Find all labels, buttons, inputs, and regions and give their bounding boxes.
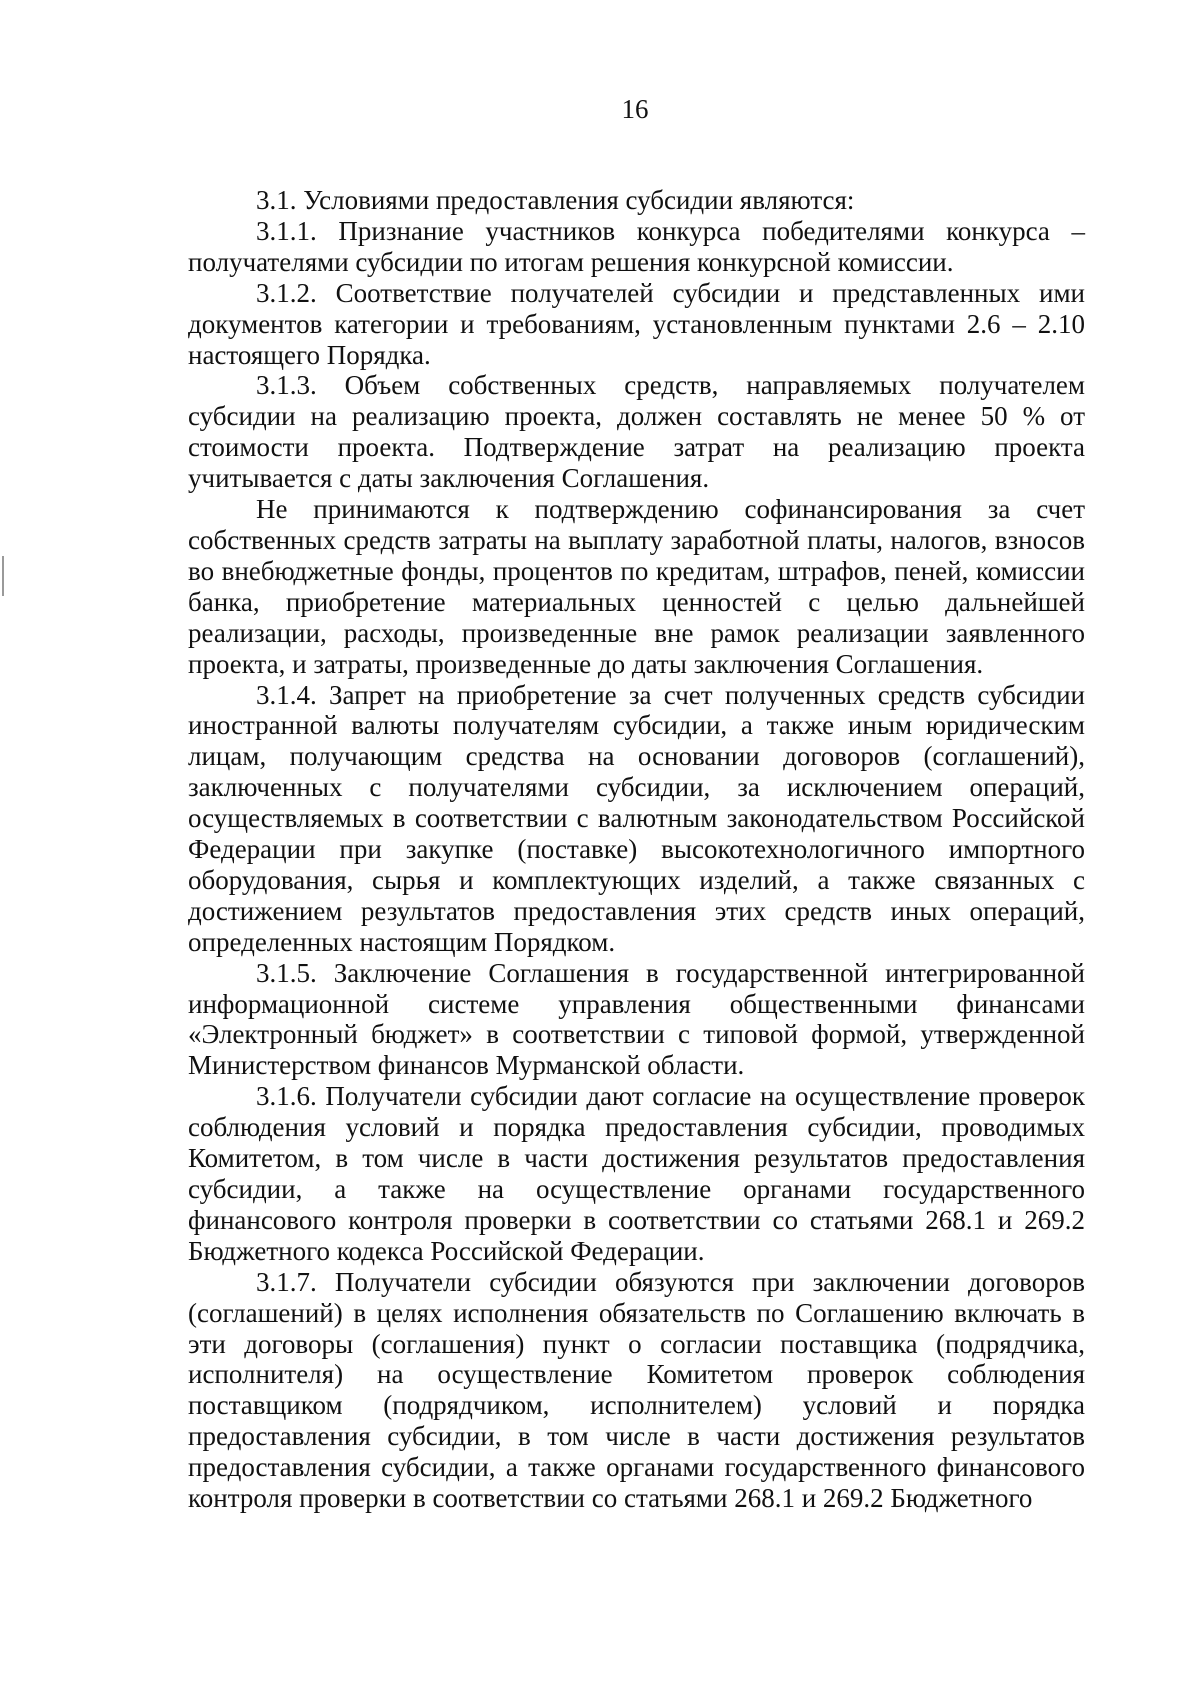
document-body [188,185,1085,1514]
paragraph-3-1-3: 3.1.3. Объем собственных средств, направляемых получателем субсидии на реализацию проекта, должен составлять не менее 50 % от стоимости проекта. Подтверждение затрат на реализацию проекта учитывается с даты заключения Соглашения. [188,370,1085,494]
paragraph-3-1-1: 3.1.1. Признание участников конкурса победителями конкурса – получателями субсидии по итогам решения конкурсной комиссии. [188,215,1085,277]
paragraph-3-1-6: 3.1.6. Получатели субсидии дают согласие на осуществление проверок соблюдения условий и порядка предоставления субсидии, проводимых Комитетом, в том числе в части достижения результатов предоставления субсидии, а также на осуществление органами государственного финансового контроля проверки в соответствии со статьями 268.1 и 269.2 Бюджетного кодекса Российской Федерации. [188,1081,1085,1266]
scan-edge-mark [2,556,4,596]
paragraph-3-1-7: 3.1.7. Получатели субсидии обязуются при заключении договоров (соглашений) в целях исполнения обязательств по Соглашению включать в эти договоры (соглашения) пункт о согласии поставщика (подрядчика, исполнителя) на осуществление Комитетом проверок соблюдения поставщиком (подрядчиком, исполнителем) условий и порядка предоставления субсидии, в том числе в части достижения результатов предоставления субсидии, а также органами государственного финансового контроля проверки в соответствии со статьями 268.1 и 269.2 Бюджетного [188,1266,1085,1514]
paragraph-3-1: 3.1. Условиями предоставления субсидии являются: [256,185,855,215]
paragraph-3-1-5: 3.1.5. Заключение Соглашения в государственной интегрированной информационной системе управления общественными финансами «Электронный бюджет» в соответствии с типовой формой, утвержденной Министерством финансов Мурманской области. [188,957,1085,1081]
paragraph-3-1-2: 3.1.2. Соответствие получателей субсидии и представленных ими документов категории и требованиям, установленным пунктами 2.6 – 2.10 настоящего Порядка. [188,277,1085,370]
paragraph-3-1-4: 3.1.4. Запрет на приобретение за счет полученных средств субсидии иностранной валюты получателям субсидии, а также иным юридическим лицам, получающим средства на основании договоров (соглашений), заключенных с получателями субсидии, за исключением операций, осуществляемых в соответствии с валютным законодательством Российской Федерации при закупке (поставке) высокотехнологичного импортного оборудования, сырья и комплектующих изделий, а также связанных с достижением результатов предоставления этих средств иных операций, определенных настоящим Порядком. [188,679,1085,957]
paragraph-cofinancing-exclusions: Не принимаются к подтверждению софинансирования за счет собственных средств затраты на выплату заработной платы, налогов, взносов во внебюджетные фонды, процентов по кредитам, штрафов, пеней, комиссии банка, приобретение материальных ценностей с целью дальнейшей реализации, расходы, произведенные вне рамок реализации заявленного проекта, и затраты, произведенные до даты заключения Соглашения. [188,494,1085,679]
page-number: 16 [621,94,649,124]
